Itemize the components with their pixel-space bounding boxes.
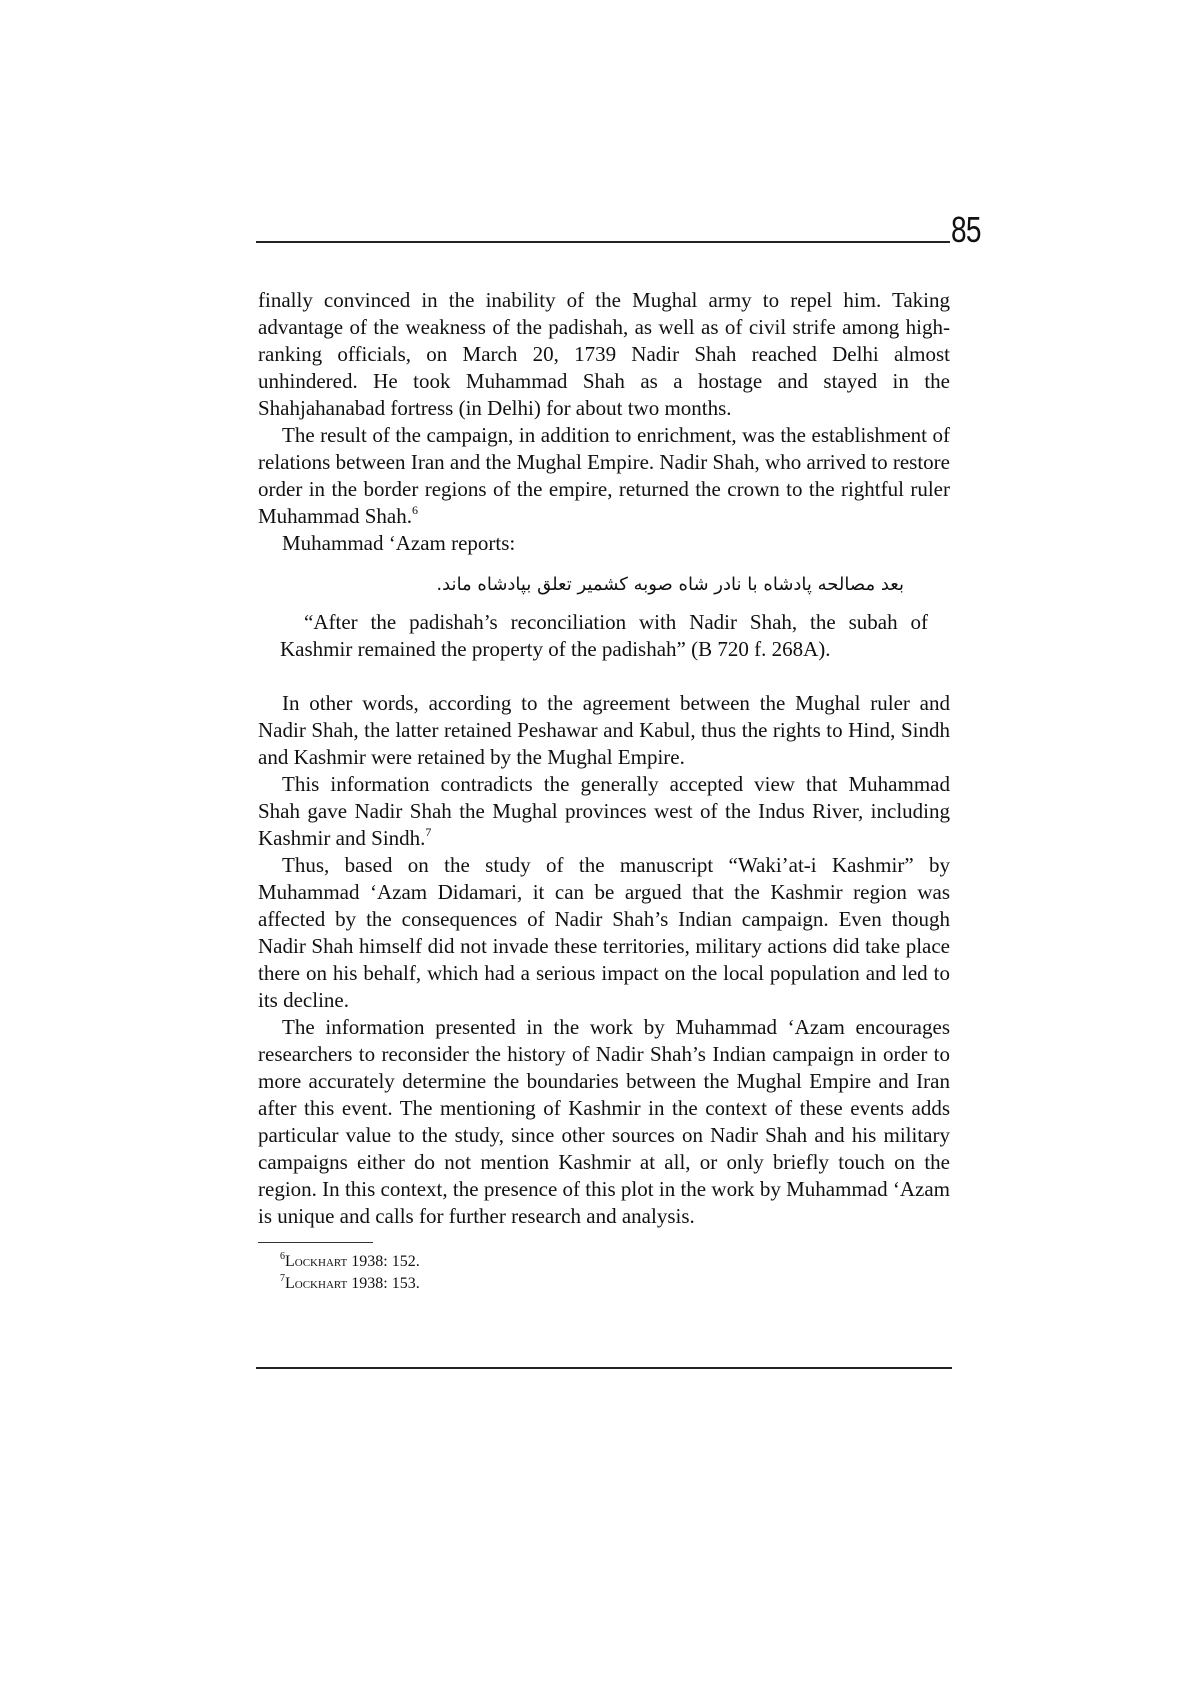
- spacer: [258, 663, 950, 690]
- paragraph-4: [258, 690, 950, 771]
- page-number: 85: [951, 209, 981, 250]
- footnote-number: 6: [280, 1251, 285, 1262]
- footnote-rule: [258, 1242, 373, 1243]
- paragraph-7: [258, 1014, 950, 1230]
- paragraph-6: [258, 852, 950, 1014]
- header-rule: [256, 241, 950, 243]
- footnote-7: [280, 1273, 950, 1295]
- footnote-6: [280, 1251, 950, 1273]
- footnote-author: Lockhart: [285, 1253, 348, 1270]
- footnote-ref-6: 6: [411, 503, 418, 517]
- paragraph-3: [258, 530, 950, 557]
- paragraph-text: The information presented in the work by Muhammad ‘Azam encourages researchers to reconsider the history of Nadir Shah’s Indian campaign in order to more accurately determine the boundaries between the Mughal Empire and Iran after this event. The mentioning of Kashmir in the context of these events adds particular value to the study, since other sources on Nadir Shah and his military campaigns either do not mention Kashmir at all, or only briefly touch on the region. In this context, the presence of this plot in the work by Muhammad ‘Azam is unique and calls for further research and analysis.: [258, 1015, 950, 1228]
- paragraph-1: [258, 287, 950, 422]
- paragraph-5: [258, 771, 950, 852]
- footer-rule: [256, 1367, 952, 1369]
- translation-quote: “After the padishah’s reconciliation with Nadir Shah, the subah of Kashmir remained the property of the padishah” (B 720 f. 268A).: [280, 610, 928, 661]
- footnote-reference: 1938: 152.: [347, 1253, 420, 1270]
- paragraph-2: [258, 422, 950, 530]
- persian-quote: بعد مصالحه پادشاه با نادر شاه صوبه کشمیر تعلق بپادشاه ماند.: [436, 574, 904, 595]
- paragraph-text: Muhammad ‘Azam reports:: [282, 531, 516, 555]
- footnote-reference: 1938: 153.: [347, 1275, 420, 1292]
- footnote-author: Lockhart: [285, 1275, 348, 1292]
- footnote-ref-7: 7: [425, 825, 432, 839]
- paragraph-text: This information contradicts the generally accepted view that Muhammad Shah gave Nadir Shah the Mughal provinces west of the Indus River, including Kashmir and Sindh.: [258, 772, 950, 850]
- paragraph-text: In other words, according to the agreement between the Mughal ruler and Nadir Shah, the latter retained Peshawar and Kabul, thus the rights to Hind, Sindh and Kashmir were retained by the Mughal Empire.: [258, 691, 950, 769]
- paragraph-text: The result of the campaign, in addition to enrichment, was the establishment of relations between Iran and the Mughal Empire. Nadir Shah, who arrived to restore order in the border regions of the empire, returned the crown to the rightful ruler Muhammad Shah.: [258, 423, 950, 528]
- paragraph-text: Thus, based on the study of the manuscript “Waki’at-i Kashmir” by Muhammad ‘Azam Didamari, it can be argued that the Kashmir region was affected by the consequences of Nadir Shah’s Indian campaign. Even though Nadir Shah himself did not invade these territories, military actions did take place there on his behalf, which had a serious impact on the local population and led to its decline.: [258, 853, 950, 1012]
- body-text: [258, 287, 950, 1295]
- footnote-number: 7: [280, 1273, 285, 1284]
- paragraph-text: finally convinced in the inability of the Mughal army to repel him. Taking advantage of the weakness of the padishah, as well as of civil strife among high-ranking officials, on March 20, 1739 Nadir Shah reached Delhi almost unhindered. He took Muhammad Shah as a hostage and stayed in the Shahjahanabad fortress (in Delhi) for about two months.: [258, 288, 950, 420]
